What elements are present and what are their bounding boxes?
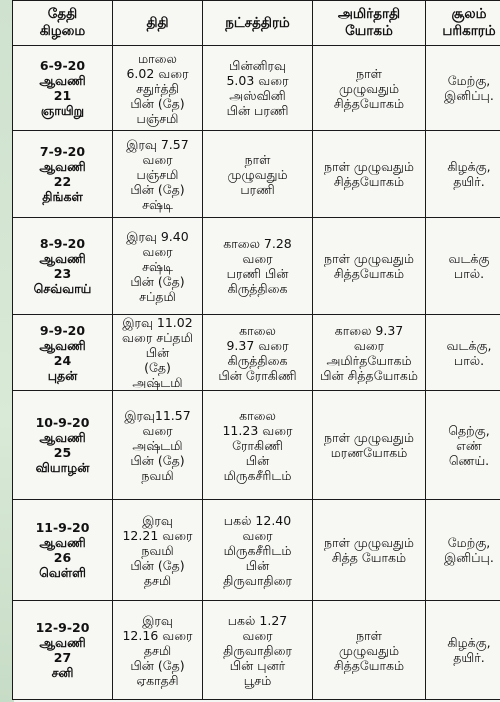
header-date-line1: தேதி [47,6,78,22]
star-line: மிருகசீரிடம் [223,467,292,483]
header-star-line1: நட்சத்திரம் [225,14,290,31]
panchangam-table [12,0,500,700]
date-line: புதன் [47,367,78,383]
star-cell [203,218,313,315]
thithi-line: வரை [142,243,173,259]
soolam-line: கிழக்கு, [447,159,491,174]
header-soolam-pariharam [426,1,500,46]
date-line: 25 [53,445,72,460]
table-row [13,500,500,601]
soolam-line: மேற்கு, [447,535,491,550]
date-line: 11-9-20 [35,520,90,535]
star-line: நாள் [244,151,271,167]
soolam-cell [426,46,500,131]
star-line: 5.03 வரை [226,73,289,88]
soolam-line: வடக்கு [448,251,490,266]
thithi-line: சஷ்டி [142,258,173,274]
date-line: 23 [53,266,72,281]
thithi-line: பஞ்சமி [136,166,179,182]
star-line: திருவாதிரை [223,642,292,658]
yogam-line: நாள் முழுவதும் [324,159,414,174]
thithi-cell [113,218,203,315]
thithi-line: நவமி [141,467,174,483]
yogam-cell [313,391,426,500]
header-soolam-line1: சூலம் [451,6,487,22]
thithi-line: பின் (தே) [130,657,185,673]
thithi-line: இரவு 11.02 [122,315,193,330]
date-cell [13,46,113,131]
date-cell [13,391,113,500]
soolam-line: தயிர். [453,174,485,189]
star-line: 9.37 வரை [226,337,289,353]
thithi-line: சப்தமி [139,288,176,304]
soolam-line: இனிப்பு. [444,550,494,565]
thithi-cell [113,131,203,218]
star-line: பின்னிரவு [229,58,286,73]
thithi-line: அஷ்டமி [132,437,183,453]
date-line: 9-9-20 [39,322,86,338]
thithi-line: சஷ்டி [142,196,173,212]
thithi-line: இரவு [142,612,173,628]
thithi-line: மாலை [138,50,177,66]
yogam-line: அமிர்தயோகம் [326,352,412,368]
yogam-cell [313,601,426,700]
yogam-cell [313,131,426,218]
table-row [13,218,500,315]
thithi-line: 12.16 வரை [122,627,193,643]
soolam-cell [426,315,500,391]
thithi-cell [113,391,203,500]
star-cell [203,391,313,500]
date-cell [13,601,113,700]
star-line: பின் [245,557,270,573]
star-line: பரணி [240,181,275,197]
star-cell [203,500,313,601]
thithi-line: தசமி [143,572,172,588]
thithi-line: அஷ்டமி [132,375,183,390]
date-line: 24 [53,352,72,368]
date-line: ஆவணி [39,635,86,650]
date-line: 10-9-20 [35,415,90,430]
thithi-cell [113,601,203,700]
yogam-line: நாள் முழுவதும் [324,251,414,266]
thithi-line: பின் (தே) [130,181,185,197]
star-line: கிருத்திகை [227,352,288,368]
yogam-line: காலை 9.37 [334,322,404,338]
thithi-line: சதுர்த்தி [136,80,179,96]
yogam-cell [313,218,426,315]
star-line: பகல் 12.40 [223,512,292,528]
header-soolam-line2: பரிகாரம் [442,23,496,39]
soolam-line: தெற்கு, [448,422,490,438]
yogam-line: முழுவதும் [338,642,400,658]
star-line: காலை 7.28 [223,236,292,251]
soolam-cell [426,131,500,218]
date-line: ஆவணி [39,337,86,353]
soolam-cell [426,601,500,700]
yogam-cell [313,315,426,391]
header-yogam-line1: அமிர்தாதி [337,6,401,22]
yogam-line: சித்த யோகம் [331,550,407,565]
thithi-line: இரவு 7.57 [126,136,189,152]
star-line: காலை [239,322,276,338]
star-line: 11.23 வரை [222,422,293,438]
yogam-line: சித்தயோகம் [333,174,405,189]
header-star [203,1,313,46]
thithi-cell [113,46,203,131]
yogam-line: நாள் முழுவதும் [324,430,414,445]
star-line: பின் பரணி [226,103,289,118]
thithi-line: தசமி [143,642,172,658]
star-line: ரோகிணி [232,437,283,453]
thithi-line: இரவு [142,512,173,528]
thithi-line: பின் (தே) [130,557,185,573]
soolam-line: இனிப்பு. [444,88,494,103]
header-yogam-line2: யோகம் [345,23,393,39]
yogam-line: மரணயோகம் [330,445,408,460]
date-line: 12-9-20 [35,620,90,635]
star-line: காலை [239,407,276,423]
soolam-line: வடக்கு, [446,337,492,353]
thithi-line: 12.21 வரை [122,527,193,543]
star-line: முழுவதும் [227,166,288,182]
date-line: ஆவணி [39,159,86,174]
yogam-line: முழுவதும் [338,80,400,96]
date-line: 21 [53,88,72,103]
thithi-line: பின் (தே) [130,452,185,468]
date-cell [13,315,113,391]
star-line: திருவாதிரை [223,572,292,588]
star-cell [203,601,313,700]
yogam-line: சித்தயோகம் [333,266,405,281]
soolam-line: மேற்கு, [447,73,491,88]
star-line: பரணி பின் [226,266,289,281]
thithi-line: பஞ்சமி [136,110,179,126]
thithi-line: 6.02 வரை [126,65,189,81]
star-line: அஸ்வினி [229,88,286,103]
star-line: வரை [242,627,273,643]
date-line: ஆவணி [39,430,86,445]
thithi-line: ஏகாதசி [136,672,179,688]
soolam-line: பால். [453,266,485,281]
star-line: வரை [242,527,273,543]
header-date [13,1,113,46]
header-row [13,1,500,46]
date-line: செவ்வாய் [33,281,92,296]
date-line: திங்கள் [42,189,83,204]
date-line: ஞாயிறு [40,103,85,118]
thithi-line: வரை சப்தமி [122,330,193,345]
thithi-line: நவமி [141,542,174,558]
header-thithi-line1: திதி [146,14,169,31]
thithi-line: வரை [142,151,173,167]
date-line: ஆவணி [39,73,86,88]
soolam-cell [426,500,500,601]
date-cell [13,500,113,601]
thithi-cell [113,500,203,601]
soolam-line: பால். [453,352,485,368]
date-line: வெள்ளி [39,565,86,580]
header-date-line2: கிழமை [39,23,86,39]
yogam-line: நாள் [356,65,382,81]
date-line: சனி [51,665,74,680]
table-row [13,315,500,391]
star-line: பின் [245,452,270,468]
date-line: வியாழன் [35,460,90,475]
soolam-line: ணெய். [448,452,490,468]
yogam-line: வரை [353,337,385,353]
thithi-line: பின் (தே) [130,273,185,289]
soolam-cell [426,218,500,315]
star-line: பின் புனர் [229,657,286,673]
thithi-line: வரை [142,422,173,438]
yogam-line: நாள் முழுவதும் [324,535,414,550]
date-line: 7-9-20 [39,144,86,159]
yogam-line: சித்தயோகம் [333,95,405,111]
star-line: மிருகசீரிடம் [223,542,292,558]
thithi-line: பின் [145,345,170,360]
star-line: பகல் 1.27 [227,612,288,628]
date-line: 6-9-20 [39,58,86,73]
table-row [13,46,500,131]
thithi-line: பின் (தே) [130,95,185,111]
star-line: பின் ரோகிணி [218,367,297,383]
soolam-cell [426,391,500,500]
star-line: கிருத்திகை [227,281,288,296]
table-row [13,391,500,500]
soolam-line: எண் [456,437,482,453]
date-line: 8-9-20 [39,236,86,251]
yogam-cell [313,46,426,131]
soolam-line: கிழக்கு, [447,635,491,650]
header-amirthathi-yogam [313,1,426,46]
table-row [13,601,500,700]
date-cell [13,131,113,218]
date-line: 22 [53,174,72,189]
yogam-line: சித்தயோகம் [333,657,405,673]
thithi-line: இரவு11.57 [124,407,191,423]
star-line: பூசம் [243,672,272,688]
star-line: வரை [242,251,273,266]
thithi-line: (தே) [144,360,171,375]
date-line: ஆவணி [39,251,86,266]
date-cell [13,218,113,315]
soolam-line: தயிர். [453,650,485,665]
date-line: 26 [53,550,72,565]
date-line: ஆவணி [39,535,86,550]
yogam-line: பின் சித்தயோகம் [320,367,418,383]
yogam-line: நாள் [356,627,382,643]
star-cell [203,315,313,391]
date-line: 27 [53,650,72,665]
table-row [13,131,500,218]
star-cell [203,131,313,218]
thithi-cell [113,315,203,391]
yogam-cell [313,500,426,601]
thithi-line: இரவு 9.40 [126,228,189,244]
header-thithi [113,1,203,46]
star-cell [203,46,313,131]
